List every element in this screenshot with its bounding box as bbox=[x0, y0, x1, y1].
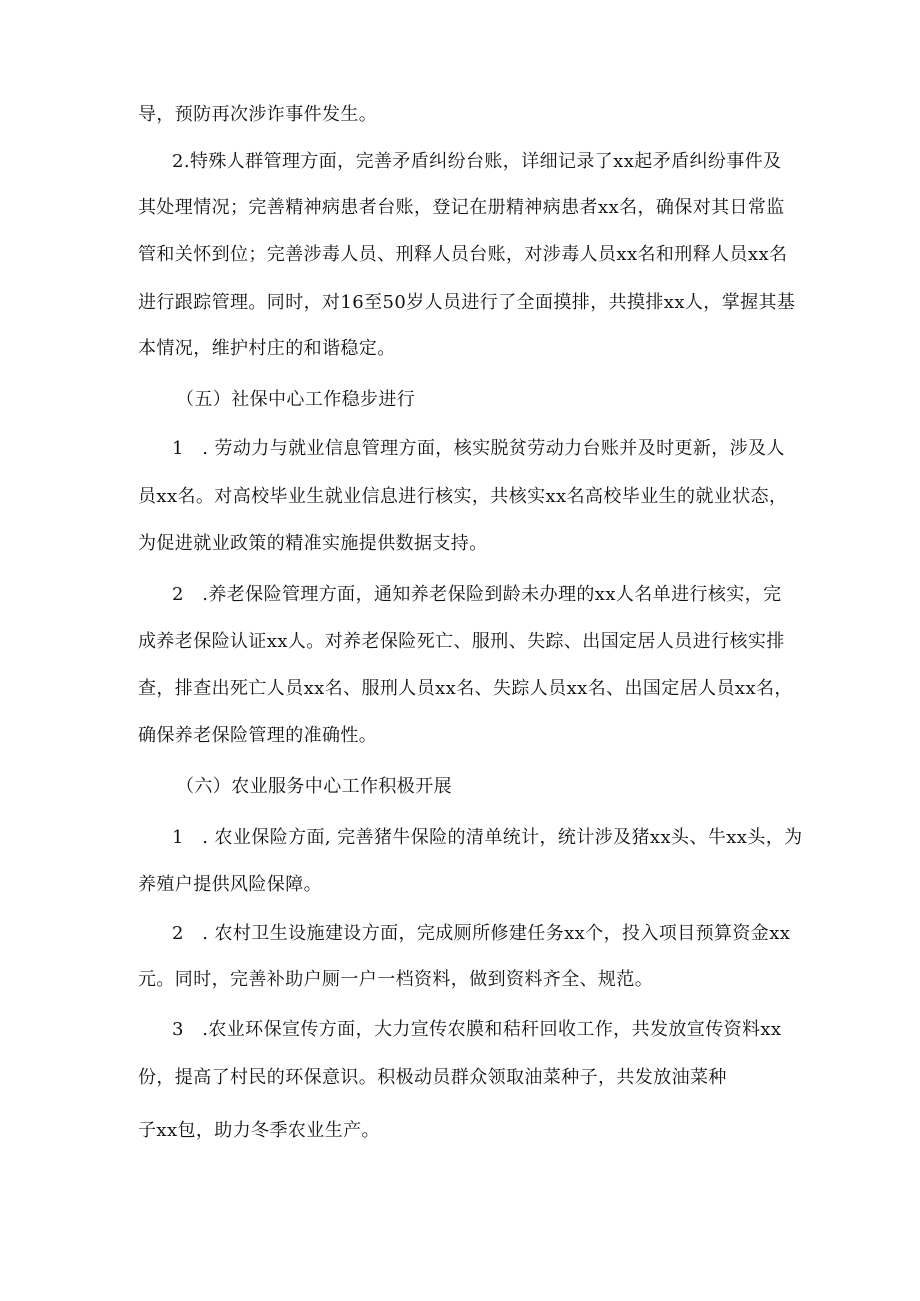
text-line: 1 . 劳动力与就业信息管理方面，核实脱贫劳动力台账并及时更新，涉及人 bbox=[172, 438, 785, 459]
text-line: 导，预防再次涉诈事件发生。 bbox=[138, 104, 378, 125]
text-line: 1 . 农业保险方面, 完善猪牛保险的清单统计，统计涉及猪xx头、牛xx头，为 bbox=[172, 827, 803, 848]
text-line: 元。同时，完善补助户厕一户一档资料，做到资料齐全、规范。 bbox=[138, 969, 654, 990]
text-line: 查，排查出死亡人员xx名、服刑人员xx名、失踪人员xx名、出国定居人员xx名， bbox=[138, 678, 793, 699]
text-line: 管和关怀到位；完善涉毒人员、刑释人员台账，对涉毒人员xx名和刑释人员xx名 bbox=[138, 244, 788, 265]
text-line: 本情况，维护村庄的和谐稳定。 bbox=[138, 338, 396, 359]
text-line: 养殖户提供风险保障。 bbox=[138, 874, 322, 895]
text-line: 2 .养老保险管理方面，通知养老保险到龄未办理的xx人名单进行核实，完 bbox=[172, 584, 782, 605]
text-line: 子xx包，助力冬季农业生产。 bbox=[138, 1120, 380, 1141]
text-line: 成养老保险认证xx人。对养老保险死亡、服刑、失踪、出国定居人员进行核实排 bbox=[138, 631, 785, 652]
text-line: 2 . 农村卫生设施建设方面，完成厕所修建任务xx个，投入项目预算资金xx bbox=[172, 923, 791, 944]
text-line: 为促进就业政策的精准实施提供数据支持。 bbox=[138, 533, 488, 554]
section-heading: （五）社保中心工作稳步进行 bbox=[176, 389, 416, 410]
text-line: 2.特殊人群管理方面，完善矛盾纠纷台账，详细记录了xx起矛盾纠纷事件及 bbox=[172, 151, 782, 172]
section-heading: （六）农业服务中心工作积极开展 bbox=[176, 776, 452, 797]
text-line: 份，提高了村民的环保意识。积极动员群众领取油菜种子，共发放油菜种 bbox=[138, 1067, 727, 1088]
text-line: 3 .农业环保宣传方面，大力宣传农膜和秸秆回收工作，共发放宣传资料xx bbox=[172, 1019, 782, 1040]
text-line: 进行跟踪管理。同时，对16至50岁人员进行了全面摸排，共摸排xx人，掌握其基 bbox=[138, 292, 796, 313]
text-line: 员xx名。对高校毕业生就业信息进行核实，共核实xx名高校毕业生的就业状态， bbox=[138, 486, 788, 507]
text-line: 其处理情况；完善精神病患者台账，登记在册精神病患者xx名，确保对其日常监 bbox=[138, 197, 785, 218]
text-line: 确保养老保险管理的准确性。 bbox=[138, 725, 378, 746]
